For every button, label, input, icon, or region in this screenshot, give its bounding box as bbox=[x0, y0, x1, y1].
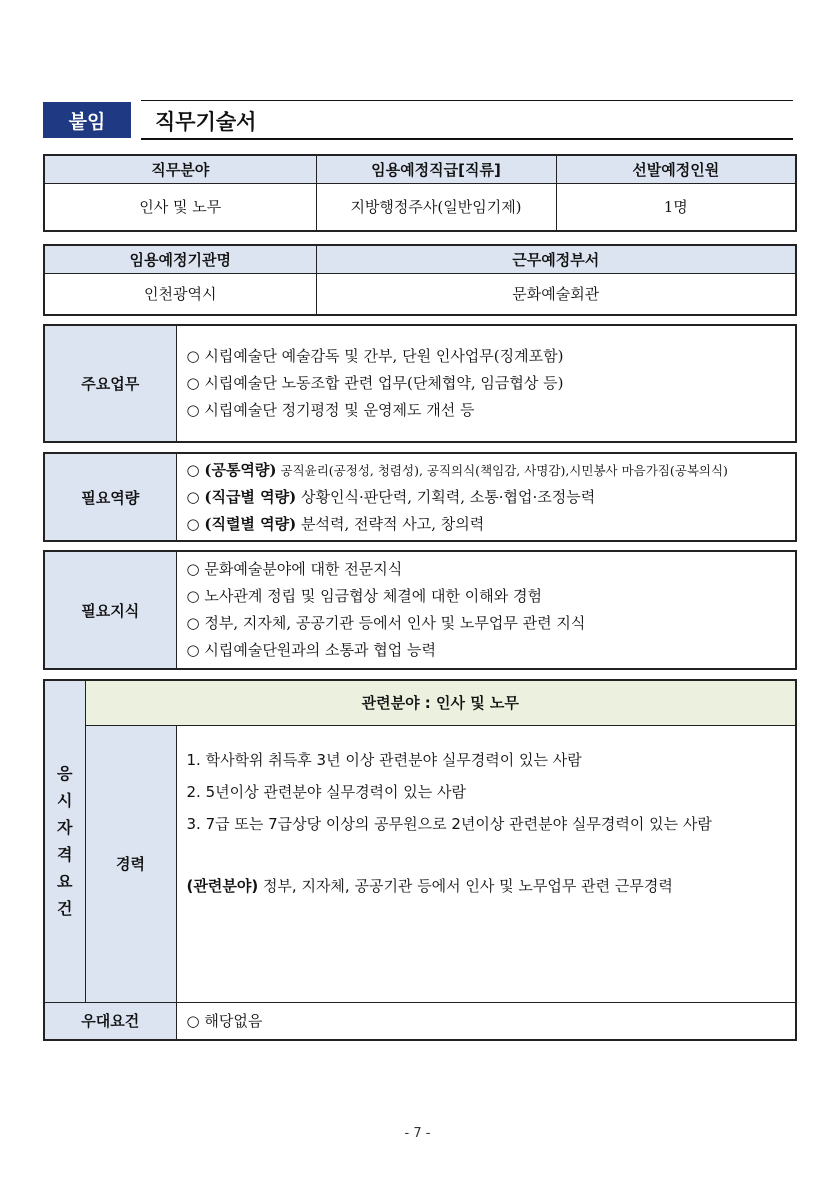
title-rule-top bbox=[141, 100, 793, 101]
header-job-field: 직무분야 bbox=[44, 155, 316, 183]
header-grade: 임용예정직급[직류] bbox=[316, 155, 556, 183]
competency-label: 필요역량 bbox=[44, 453, 176, 541]
list-item: ○ 노사관계 정립 및 임금협상 체결에 대한 이해와 경험 bbox=[186, 587, 543, 605]
qualification-vertical-label: 응 시 자 격 요 건 bbox=[44, 680, 85, 1002]
main-duties-list bbox=[176, 325, 796, 442]
org-info-table bbox=[43, 244, 797, 316]
item-head: (직렬별 역량) bbox=[204, 514, 297, 533]
bullet: ○ bbox=[186, 487, 205, 506]
header-headcount: 선발예정인원 bbox=[556, 155, 796, 183]
preferred-label: 우대요건 bbox=[44, 1002, 176, 1040]
list-item: ○ 시립예술단 정기평정 및 운영제도 개선 등 bbox=[186, 401, 475, 419]
item-body: 공직윤리(공정성, 청렴성), 공직의식(책임감, 사명감),시민봉사 마음가짐(공복의식) bbox=[276, 462, 728, 478]
note-body: 정부, 지자체, 공공기관 등에서 인사 및 노무업무 관련 근무경력 bbox=[258, 876, 673, 895]
main-duties-table bbox=[43, 324, 797, 443]
preferred-value: ○ 해당없음 bbox=[176, 1002, 796, 1040]
list-item: 3. 7급 또는 7급상당 이상의 공무원으로 2년이상 관련분야 실무경력이 있는 사람 bbox=[186, 814, 712, 833]
value-org: 인천광역시 bbox=[44, 273, 316, 315]
job-info-table bbox=[43, 154, 797, 232]
attachment-tag: 붙임 bbox=[43, 102, 131, 138]
career-requirements bbox=[176, 725, 796, 1002]
value-job-field: 인사 및 노무 bbox=[44, 183, 316, 231]
related-field-note bbox=[187, 870, 796, 902]
value-dept: 문화예술회관 bbox=[316, 273, 796, 315]
list-item bbox=[187, 457, 796, 484]
item-body: 분석력, 전략적 사고, 창의력 bbox=[296, 514, 485, 533]
related-field-header: 관련분야 : 인사 및 노무 bbox=[85, 680, 796, 725]
knowledge-list bbox=[176, 551, 796, 669]
note-head: (관련분야) bbox=[186, 876, 259, 895]
knowledge-label: 필요지식 bbox=[44, 551, 176, 669]
qualification-table bbox=[43, 679, 797, 1041]
list-item bbox=[187, 511, 796, 538]
header-dept: 근무예정부서 bbox=[316, 245, 796, 273]
item-body: 상황인식·판단력, 기획력, 소통·협업·조정능력 bbox=[296, 487, 596, 506]
list-item: 2. 5년이상 관련분야 실무경력이 있는 사람 bbox=[186, 782, 467, 801]
list-item: 1. 학사학위 취득후 3년 이상 관련분야 실무경력이 있는 사람 bbox=[186, 750, 582, 769]
document-header bbox=[43, 100, 793, 140]
page-title: 직무기술서 bbox=[155, 110, 257, 134]
list-item: ○ 시립예술단원과의 소통과 협업 능력 bbox=[186, 641, 437, 659]
competency-list bbox=[176, 453, 796, 541]
list-item: ○ 문화예술분야에 대한 전문지식 bbox=[186, 560, 403, 578]
title-rule-bottom bbox=[141, 138, 793, 140]
item-head: (공통역량) bbox=[204, 460, 277, 479]
competency-table bbox=[43, 452, 797, 542]
bullet: ○ bbox=[186, 460, 205, 479]
page-number: - 7 - bbox=[404, 1126, 431, 1141]
list-item: ○ 시립예술단 노동조합 관련 업무(단체협약, 임금협상 등) bbox=[186, 374, 564, 392]
item-head: (직급별 역량) bbox=[204, 487, 297, 506]
list-item: ○ 시립예술단 예술감독 및 간부, 단원 인사업무(징계포함) bbox=[186, 347, 564, 365]
bullet: ○ bbox=[186, 514, 205, 533]
value-grade: 지방행정주사(일반임기제) bbox=[316, 183, 556, 231]
knowledge-table bbox=[43, 550, 797, 670]
main-duties-label: 주요업무 bbox=[44, 325, 176, 442]
value-headcount: 1명 bbox=[556, 183, 796, 231]
list-item: ○ 정부, 지자체, 공공기관 등에서 인사 및 노무업무 관련 지식 bbox=[186, 614, 586, 632]
header-org: 임용예정기관명 bbox=[44, 245, 316, 273]
list-item bbox=[187, 484, 796, 511]
career-label: 경력 bbox=[85, 725, 176, 1002]
